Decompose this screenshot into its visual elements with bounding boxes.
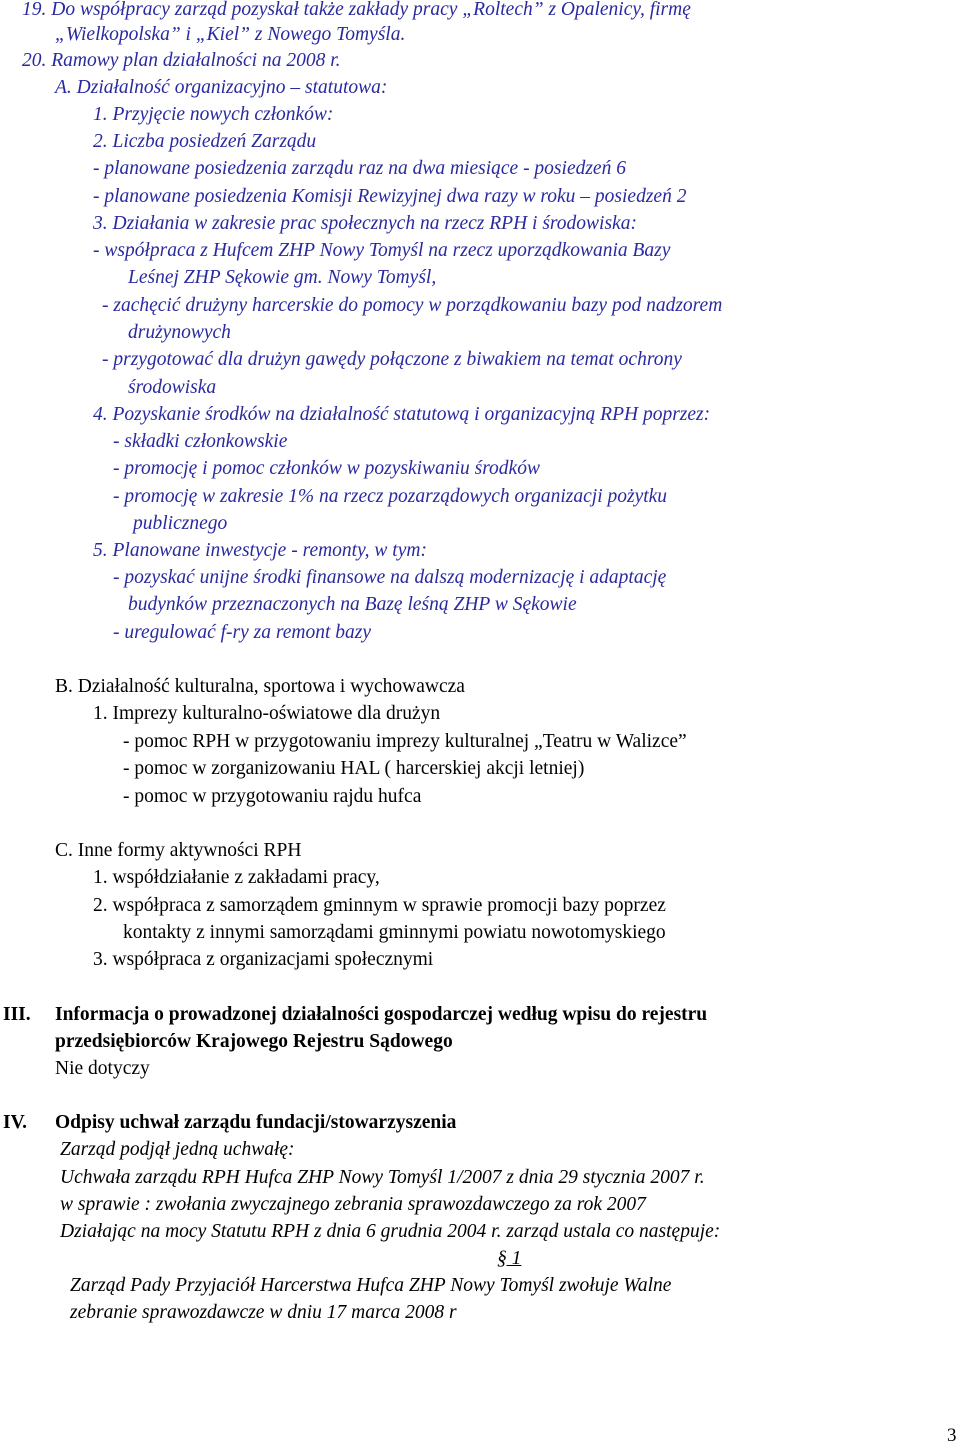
- list-item: - składki członkowskie: [113, 431, 288, 452]
- list-item: - planowane posiedzenia Komisji Rewizyjnej dwa razy w roku – posiedzeń 2: [93, 186, 687, 207]
- list-item: - pomoc w przygotowaniu rajdu hufca: [123, 786, 422, 807]
- list-item: 5. Planowane inwestycje - remonty, w tym:: [93, 540, 427, 561]
- section-iv-heading: Odpisy uchwał zarządu fundacji/stowarzyszenia: [55, 1112, 457, 1133]
- section-b-heading: B. Działalność kulturalna, sportowa i wychowawcza: [55, 676, 465, 697]
- list-item: - uregulować f-ry za remont bazy: [113, 622, 371, 643]
- list-item: - promocję w zakresie 1% na rzecz pozarządowych organizacji pożytku: [113, 486, 668, 507]
- section-iii-numeral: III.: [3, 1004, 31, 1025]
- list-item: - planowane posiedzenia zarządu raz na dwa miesiące - posiedzeń 6: [93, 158, 626, 179]
- section-iii-heading: Informacja o prowadzonej działalności gospodarczej według wpisu do rejestru: [55, 1004, 708, 1025]
- list-item: 3. Działania w zakresie prac społecznych na rzecz RPH i środowiska:: [93, 213, 637, 234]
- list-item: - pomoc w zorganizowaniu HAL ( harcerskiej akcji letniej): [123, 758, 585, 779]
- list-item: Leśnej ZHP Sękowie gm. Nowy Tomyśl,: [128, 267, 437, 288]
- paragraph-mark: § 1: [497, 1248, 522, 1269]
- resolution-text-cont: zebranie sprawozdawcze w dniu 17 marca 2008 r: [70, 1302, 457, 1323]
- list-item: - przygotować dla drużyn gawędy połączone z biwakiem na temat ochrony: [102, 349, 682, 370]
- list-item: - pomoc RPH w przygotowaniu imprezy kulturalnej „Teatru w Walizce”: [123, 731, 687, 752]
- list-item: A. Działalność organizacyjno – statutowa:: [55, 77, 388, 98]
- list-item: środowiska: [128, 377, 217, 398]
- resolution-basis: Działając na mocy Statutu RPH z dnia 6 grudnia 2004 r. zarząd ustala co następuje:: [60, 1221, 721, 1242]
- page-number: 3: [947, 1425, 957, 1446]
- section-iii-body: Nie dotyczy: [55, 1058, 150, 1079]
- list-item: 1. Przyjęcie nowych członków:: [93, 104, 334, 125]
- list-item: 2. Liczba posiedzeń Zarządu: [93, 131, 317, 152]
- list-item: 19. Do współpracy zarząd pozyskał także zakłady pracy „Roltech” z Opalenicy, firmę: [22, 0, 691, 20]
- list-item: publicznego: [133, 513, 228, 534]
- section-iii-heading-cont: przedsiębiorców Krajowego Rejestru Sądowego: [55, 1031, 453, 1052]
- resolution-title: Uchwała zarządu RPH Hufca ZHP Nowy Tomyśl 1/2007 z dnia 29 stycznia 2007 r.: [60, 1167, 705, 1188]
- list-item: 4. Pozyskanie środków na działalność statutową i organizacyjną RPH poprzez:: [93, 404, 711, 425]
- resolution-intro: Zarząd podjął jedną uchwałę:: [60, 1139, 295, 1160]
- list-item: 2. współpraca z samorządem gminnym w sprawie promocji bazy poprzez: [93, 895, 666, 916]
- list-item: 1. współdziałanie z zakładami pracy,: [93, 867, 380, 888]
- resolution-text: Zarząd Pady Przyjaciół Harcerstwa Hufca ZHP Nowy Tomyśl zwołuje Walne: [70, 1275, 672, 1296]
- list-item: budynków przeznaczonych na Bazę leśną ZHP w Sękowie: [128, 594, 577, 615]
- list-item: - pozyskać unijne środki finansowe na dalszą modernizację i adaptację: [113, 567, 667, 588]
- list-item: - współpraca z Hufcem ZHP Nowy Tomyśl na rzecz uporządkowania Bazy: [93, 240, 671, 261]
- list-item: 20. Ramowy plan działalności na 2008 r.: [22, 50, 341, 71]
- list-item: - promocję i pomoc członków w pozyskiwaniu środków: [113, 458, 540, 479]
- list-item: „Wielkopolska” i „Kiel” z Nowego Tomyśla.: [55, 24, 406, 45]
- list-item: 3. współpraca z organizacjami społecznymi: [93, 949, 434, 970]
- resolution-subject: w sprawie : zwołania zwyczajnego zebrania sprawozdawczego za rok 2007: [60, 1194, 646, 1215]
- section-iv-numeral: IV.: [3, 1112, 28, 1133]
- list-item: kontakty z innymi samorządami gminnymi powiatu nowotomyskiego: [123, 922, 666, 943]
- list-item: - zachęcić drużyny harcerskie do pomocy w porządkowaniu bazy pod nadzorem: [102, 295, 723, 316]
- section-c-heading: C. Inne formy aktywności RPH: [55, 840, 302, 861]
- list-item: drużynowych: [128, 322, 231, 343]
- list-item: 1. Imprezy kulturalno-oświatowe dla drużyn: [93, 703, 441, 724]
